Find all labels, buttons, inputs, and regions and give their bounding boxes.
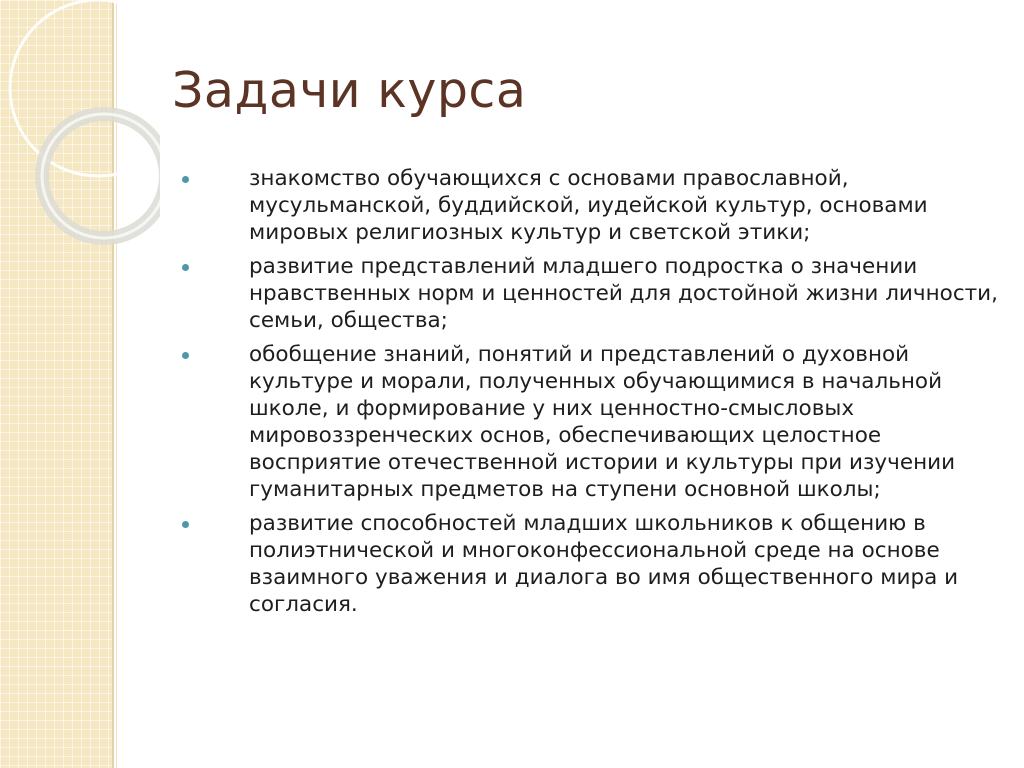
bullet-dot-icon — [182, 352, 189, 359]
bullet-list — [180, 165, 1000, 625]
bullet-dot-icon — [182, 264, 189, 271]
bullet-text: развитие способностей младших школьников к общению в полиэтнической и многоконфессиональной среде на основе взаимного уважения и диалога во имя общественного мира и согласия. — [249, 511, 959, 617]
bullet-text: обобщение знаний, понятий и представлений о духовной культуре и морали, полученных обучающимися в начальной школе, и формирование у них ценностно-смысловых мировоззренческих основ, обеспечивающих целостное восприятие отечественной истории и культуры при изучении гуманитарных предметов на ступени основной школы; — [249, 342, 956, 502]
bullet-dot-icon — [182, 176, 189, 183]
bullet-item — [180, 510, 1000, 618]
decorative-ring-large — [10, 0, 160, 176]
bullet-text: знакомство обучающихся с основами православной, мусульманской, буддийской, иудейской культур, основами мировых религиозных культур и светской этики; — [249, 166, 928, 245]
decorative-rings — [0, 0, 160, 260]
slide-title: Задачи курса — [172, 62, 527, 119]
bullet-item — [180, 165, 1000, 246]
bullet-item — [180, 253, 1000, 334]
bullet-item — [180, 341, 1000, 503]
bullet-dot-icon — [182, 521, 189, 528]
bullet-text: развитие представлений младшего подростка о значении нравственных норм и ценностей для достойной жизни личности, семьи, общества; — [249, 254, 998, 333]
